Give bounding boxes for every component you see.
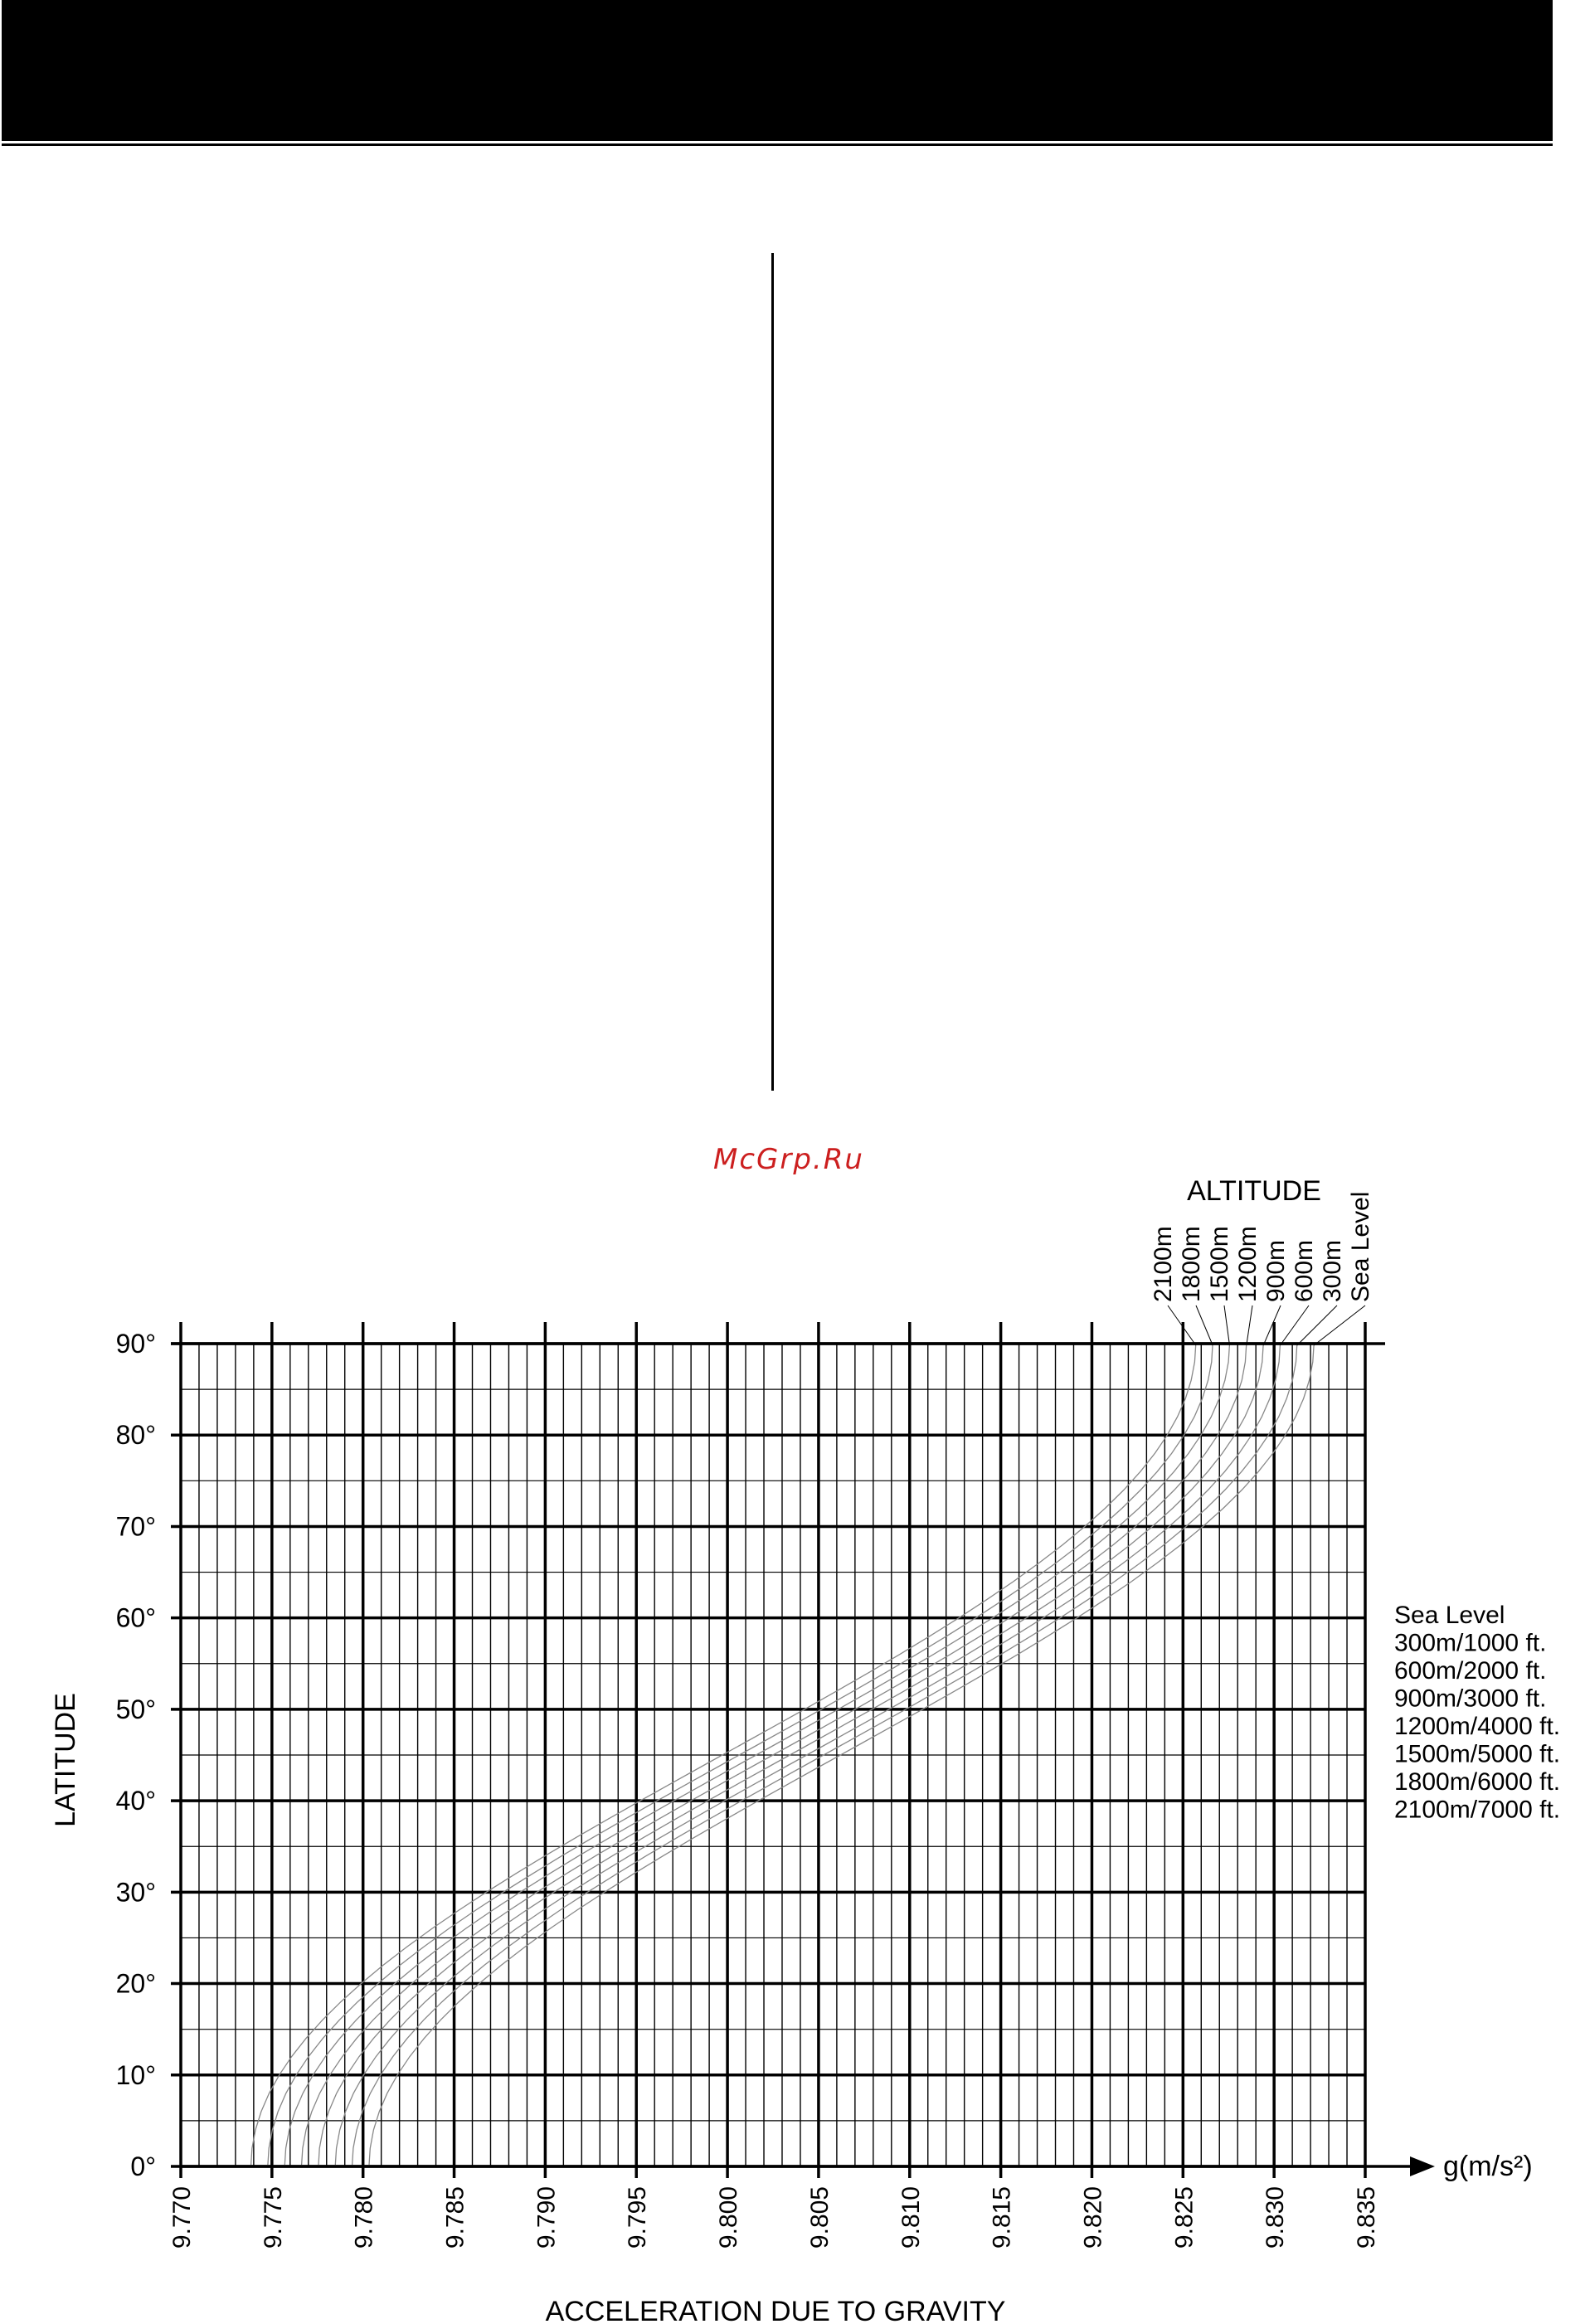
x-tick-label: 9.790 xyxy=(532,2186,561,2249)
legend-entry: 1200m/4000 ft. xyxy=(1394,1713,1561,1740)
x-tick-label: 9.795 xyxy=(624,2186,652,2249)
y-tick-label: 20° xyxy=(115,1968,156,1999)
x-unit-label: g(m/s²) xyxy=(1443,2151,1533,2182)
x-tick-labels xyxy=(168,2186,1380,2249)
y-tick-label: 70° xyxy=(115,1511,156,1542)
y-tick-label: 40° xyxy=(115,1786,156,1816)
y-tick-label: 90° xyxy=(115,1329,156,1359)
x-tick-label: 9.810 xyxy=(897,2186,925,2249)
legend-entry: 2100m/7000 ft. xyxy=(1394,1796,1561,1824)
altitude-leader-line xyxy=(1224,1305,1229,1345)
altitude-label: 1500m xyxy=(1206,1226,1233,1302)
legend-entry: 1500m/5000 ft. xyxy=(1394,1740,1561,1768)
legend-entry: 1800m/6000 ft. xyxy=(1394,1768,1561,1796)
y-tick-label: 0° xyxy=(130,2151,156,2181)
y-axis-label: LATITUDE xyxy=(50,1693,81,1827)
altitude-leader-line xyxy=(1196,1305,1213,1345)
legend-entry: Sea Level xyxy=(1394,1602,1505,1629)
x-axis-label: ACCELERATION DUE TO GRAVITY xyxy=(545,2296,1006,2324)
legend xyxy=(1394,1602,1560,1824)
altitude-label: 1800m xyxy=(1178,1226,1205,1302)
y-tick-labels xyxy=(116,1329,156,2181)
y-tick-label: 80° xyxy=(115,1420,156,1451)
altitude-heading: ALTITUDE xyxy=(1187,1175,1321,1207)
altitude-label: 2100m xyxy=(1150,1226,1177,1302)
x-tick-label: 9.800 xyxy=(715,2186,743,2249)
x-tick-label: 9.775 xyxy=(259,2186,287,2249)
x-axis-arrow-icon xyxy=(1410,2156,1435,2176)
y-tick-label: 30° xyxy=(115,1877,156,1908)
x-tick-label: 9.815 xyxy=(988,2186,1016,2249)
x-tick-label: 9.770 xyxy=(168,2186,196,2249)
watermark: McGrp.Ru xyxy=(713,1143,864,1176)
x-tick-label: 9.835 xyxy=(1353,2186,1380,2249)
y-tick-label: 50° xyxy=(115,1694,156,1724)
altitude-leader-line xyxy=(1314,1305,1365,1345)
altitude-label: 300m xyxy=(1319,1239,1346,1302)
x-tick-label: 9.805 xyxy=(805,2186,834,2249)
altitude-leader-line xyxy=(1297,1305,1337,1345)
altitude-label: 600m xyxy=(1291,1239,1318,1302)
altitude-leader-line xyxy=(1281,1305,1309,1345)
legend-entry: 900m/3000 ft. xyxy=(1394,1685,1547,1713)
altitude-label: 1200m xyxy=(1234,1226,1262,1302)
y-tick-label: 10° xyxy=(115,2059,156,2090)
x-tick-label: 9.780 xyxy=(350,2186,378,2249)
altitude-leader-line xyxy=(1263,1305,1281,1345)
x-tick-label: 9.820 xyxy=(1079,2186,1107,2249)
altitude-label: Sea Level xyxy=(1347,1191,1374,1302)
x-tick-label: 9.830 xyxy=(1262,2186,1290,2249)
x-tick-label: 9.825 xyxy=(1170,2186,1198,2249)
major-grid xyxy=(171,1322,1365,2178)
altitude-label: 900m xyxy=(1262,1239,1290,1302)
x-tick-label: 9.785 xyxy=(441,2186,469,2249)
y-tick-label: 60° xyxy=(115,1602,156,1633)
altitude-leader-line xyxy=(1247,1305,1252,1345)
legend-entry: 600m/2000 ft. xyxy=(1394,1657,1547,1685)
legend-entry: 300m/1000 ft. xyxy=(1394,1629,1547,1657)
